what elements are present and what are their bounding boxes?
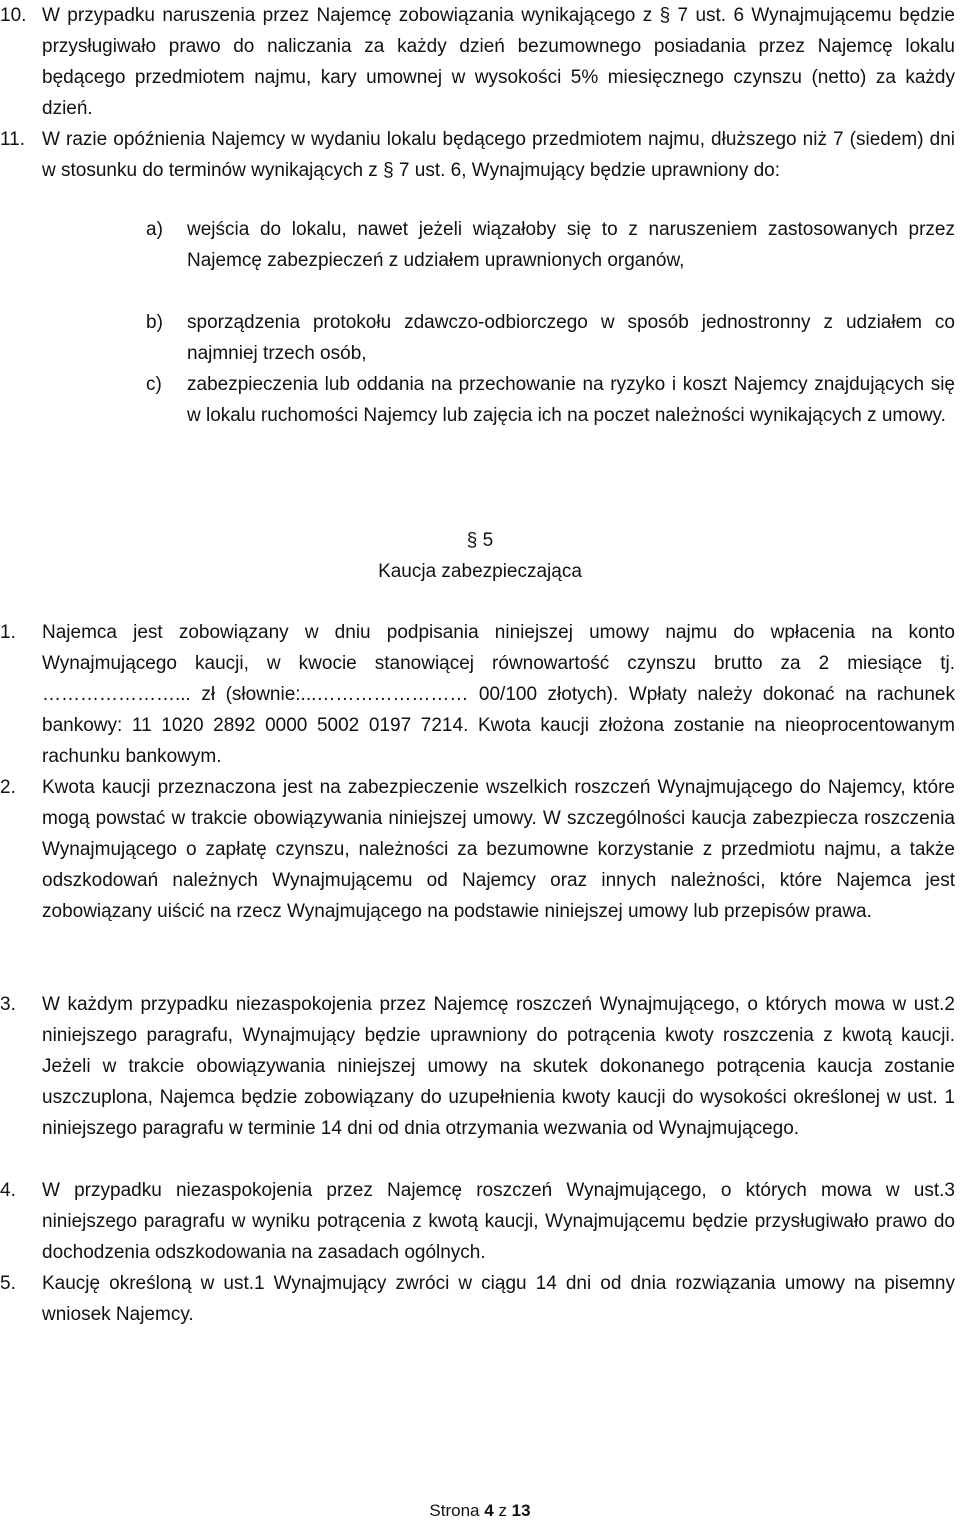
clause-number: 10. <box>0 5 27 26</box>
clause-number: 11. <box>0 129 26 150</box>
clause-number: 5. <box>0 1273 16 1294</box>
clause-11 <box>0 124 955 186</box>
section-clause-5 <box>0 1268 955 1330</box>
clause-10 <box>0 0 955 124</box>
subclause-b <box>146 307 955 369</box>
section-clause-2 <box>0 772 955 927</box>
clause-text: W każdym przypadku niezaspokojenia przez Najemcę roszczeń Wynajmującego, o których mowa w ust.2 niniejszego paragrafu, Wynajmujący będzie uprawniony do potrącenia kwoty roszczenia z kwotą kaucji. Jeżeli w trakcie obowiązywania niniejszej umowy na skutek dokonanego potrącenia kaucja zostanie uszczuplona, Najemca będzie zobowiązany do uzupełnienia kwoty kaucji do wysokości określonej w ust. 1 niniejszego paragrafu w terminie 14 dni od dnia otrzymania wezwania od Wynajmującego. <box>42 994 955 1139</box>
section-title: Kaucja zabezpieczająca <box>378 561 582 582</box>
clause-text: Najemca jest zobowiązany w dniu podpisania niniejszej umowy najmu do wpłacenia na konto Wynajmującego kaucji, w kwocie stanowiącej równowartość czynszu brutto za 2 miesiące tj. …………………... zł (słownie:...…………………… 00/100 złotych). Wpłaty należy dokonać na rachunek bankowy: 11 1020 2892 0000 5002 0197 7214. Kwota kaucji złożona zostanie na nieoprocentowanym rachunku bankowym. <box>42 622 955 767</box>
section-clause-3 <box>0 989 955 1144</box>
clause-number: 2. <box>0 777 16 798</box>
section-clause-1 <box>0 617 955 772</box>
subclause-text: zabezpieczenia lub oddania na przechowanie na ryzyko i koszt Najemcy znajdujących się w lokalu ruchomości Najemcy lub zajęcia ich na poczet należności wynikających z umowy. <box>187 374 955 426</box>
clause-text: W przypadku naruszenia przez Najemcę zobowiązania wynikającego z § 7 ust. 6 Wynajmującemu będzie przysługiwało prawo do naliczania za każdy dzień bezumownego posiadania przez Najemcę lokalu będącego przedmiotem najmu, kary umownej w wysokości 5% miesięcznego czynszu (netto) za każdy dzień. <box>42 5 955 119</box>
clause-number: 4. <box>0 1180 16 1201</box>
clause-text: W razie opóźnienia Najemcy w wydaniu lokalu będącego przedmiotem najmu, dłuższego niż 7 (siedem) dni w stosunku do terminów wynikających z § 7 ust. 6, Wynajmujący będzie uprawniony do: <box>42 129 955 181</box>
subclause-text: wejścia do lokalu, nawet jeżeli wiązałoby się to z naruszeniem zastosowanych przez Najemcę zabezpieczeń z udziałem uprawnionych organów, <box>187 219 955 271</box>
clause-text: W przypadku niezaspokojenia przez Najemcę roszczeń Wynajmującego, o których mowa w ust.3 niniejszego paragrafu w wyniku potrącenia z kwotą kaucji, Wynajmującemu będzie przysługiwało prawo do dochodzenia odszkodowania na zasadach ogólnych. <box>42 1180 955 1263</box>
clause-number: 1. <box>0 622 16 643</box>
page-separator: z <box>498 1501 507 1520</box>
subclause-text: sporządzenia protokołu zdawczo-odbiorczego w sposób jednostronny z udziałem co najmniej trzech osób, <box>187 312 955 364</box>
page-total: 13 <box>511 1501 531 1520</box>
subclause-letter: b) <box>146 312 163 333</box>
subclause-letter: a) <box>146 219 163 240</box>
page-label: Strona <box>429 1501 480 1520</box>
subclause-letter: c) <box>146 374 162 395</box>
section-paragraph-number: § 5 <box>466 530 494 551</box>
clause-text: Kwota kaucji przeznaczona jest na zabezpieczenie wszelkich roszczeń Wynajmującego do Najemcy, które mogą powstać w trakcie obowiązywania niniejszej umowy. W szczególności kaucja zabezpiecza roszczenia Wynajmującego o zapłatę czynszu, należności za bezumowne korzystanie z przedmiotu najmu, a także odszkodowań należnych Wynajmującemu od Najemcy oraz innych należności, które Najemca jest zobowiązany uiścić na rzecz Wynajmującego na podstawie niniejszej umowy lub przepisów prawa. <box>42 777 955 922</box>
clause-text: Kaucję określoną w ust.1 Wynajmujący zwróci w ciągu 14 dni od dnia rozwiązania umowy na pisemny wniosek Najemcy. <box>42 1273 955 1325</box>
subclause-a <box>146 214 955 276</box>
section-clause-4 <box>0 1175 955 1268</box>
page-current: 4 <box>484 1501 494 1520</box>
subclause-c <box>146 369 955 431</box>
clause-number: 3. <box>0 994 16 1015</box>
page-footer <box>0 1495 960 1526</box>
